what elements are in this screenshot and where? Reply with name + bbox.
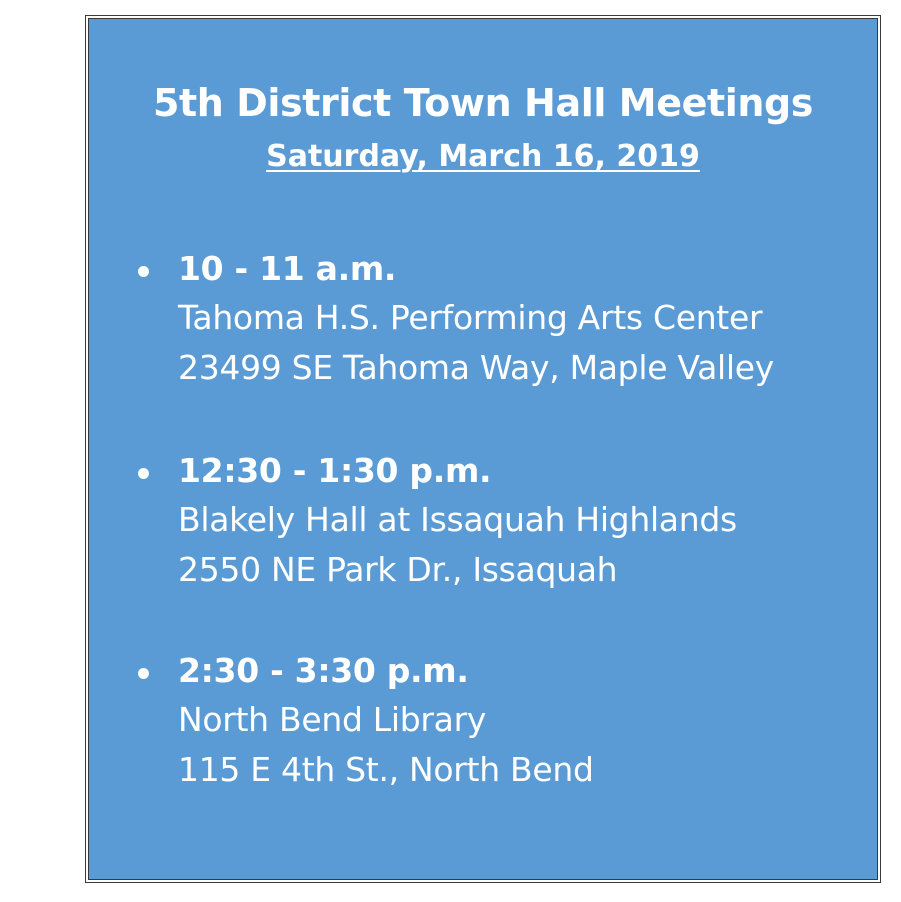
event-address: 23499 SE Tahoma Way, Maple Valley [178,348,774,387]
event-time: 10 - 11 a.m. [178,249,397,288]
flyer-frame [85,15,881,883]
page-title: 5th District Town Hall Meetings [152,81,814,125]
event-venue: Tahoma H.S. Performing Arts Center [178,298,763,337]
event-time: 2:30 - 3:30 p.m. [178,651,469,690]
event-venue: North Bend Library [178,700,487,739]
bullet-icon [138,266,149,277]
event-venue: Blakely Hall at Issaquah Highlands [178,500,737,539]
event-address: 115 E 4th St., North Bend [178,750,594,789]
flyer-panel [88,18,878,880]
bullet-icon [138,668,149,679]
event-date: Saturday, March 16, 2019 [266,139,700,174]
event-address: 2550 NE Park Dr., Issaquah [178,550,618,589]
event-time: 12:30 - 1:30 p.m. [178,451,492,490]
bullet-icon [138,468,149,479]
